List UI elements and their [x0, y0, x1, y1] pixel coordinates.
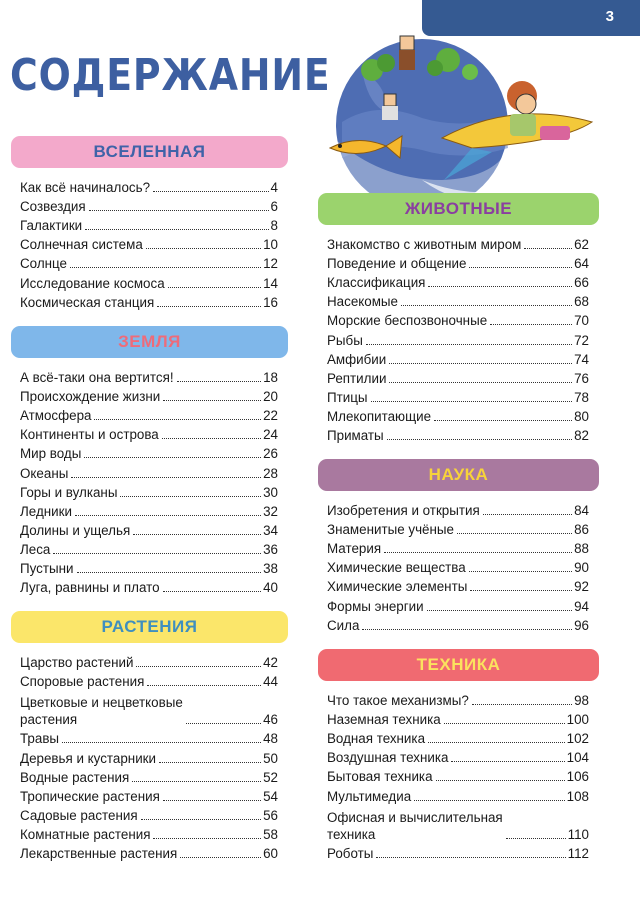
- contents-entry[interactable]: Садовые растения 56: [20, 807, 278, 823]
- section-heading-plants-label: РАСТЕНИЯ: [101, 617, 198, 636]
- contents-entry[interactable]: Птицы 78: [327, 389, 589, 405]
- contents-entry[interactable]: Деревья и кустарники 50: [20, 750, 278, 766]
- section-heading-earth-label: ЗЕМЛЯ: [118, 332, 181, 351]
- contents-entry[interactable]: Происхождение жизни 20: [20, 389, 278, 405]
- contents-entry[interactable]: Долины и ущелья 34: [20, 522, 278, 538]
- contents-entry[interactable]: Споровые растения 44: [20, 674, 278, 690]
- contents-entry[interactable]: Мир воды 26: [20, 446, 278, 462]
- contents-entry[interactable]: Химические элементы 92: [327, 579, 589, 595]
- contents-entry[interactable]: Роботы 112: [327, 845, 589, 861]
- contents-entry[interactable]: Солнечная система 10: [20, 237, 278, 253]
- contents-entry[interactable]: Цветковые и нецветковые растения 46: [20, 695, 278, 728]
- contents-entry[interactable]: Водная техника 102: [327, 731, 589, 747]
- contents-entry[interactable]: Космическая станция 16: [20, 294, 278, 310]
- section-heading-animals: [318, 193, 599, 225]
- contents-entry[interactable]: Знаменитые учёные 86: [327, 522, 589, 538]
- section-heading-science: [318, 459, 599, 491]
- contents-list-earth: [20, 367, 278, 596]
- contents-list-plants: [20, 652, 278, 862]
- page-number: 3: [605, 8, 614, 25]
- contents-entry[interactable]: Наземная техника 100: [327, 712, 589, 728]
- section-heading-technology: [318, 649, 599, 681]
- contents-entry[interactable]: Изобретения и открытия 84: [327, 503, 589, 519]
- contents-entry[interactable]: Ледники 32: [20, 503, 278, 519]
- contents-entry[interactable]: Травы 48: [20, 731, 278, 747]
- contents-entry[interactable]: Что такое механизмы? 98: [327, 693, 589, 709]
- contents-entry[interactable]: Царство растений 42: [20, 655, 278, 671]
- contents-entry[interactable]: Поведение и общение 64: [327, 256, 589, 272]
- contents-entry[interactable]: Луга, равнины и плато 40: [20, 580, 278, 596]
- contents-entry[interactable]: Знакомство с животным миром 62: [327, 237, 589, 253]
- contents-entry[interactable]: Сила 96: [327, 617, 589, 633]
- contents-entry[interactable]: Солнце 12: [20, 256, 278, 272]
- section-heading-science-label: НАУКА: [428, 465, 489, 484]
- contents-entry[interactable]: А всё-таки она вертится! 18: [20, 370, 278, 386]
- section-heading-plants: [11, 611, 288, 643]
- section-heading-earth: [11, 326, 288, 358]
- section-heading-universe: [11, 136, 288, 168]
- contents-entry[interactable]: Мультимедиа 108: [327, 788, 589, 804]
- contents-entry[interactable]: Исследование космоса 14: [20, 275, 278, 291]
- contents-list-universe: [20, 177, 278, 311]
- contents-entry[interactable]: Горы и вулканы 30: [20, 484, 278, 500]
- globe-illustration: [322, 30, 640, 210]
- contents-entry[interactable]: Созвездия 6: [20, 199, 278, 215]
- contents-entry[interactable]: Пустыни 38: [20, 561, 278, 577]
- page-title: СОДЕРЖАНИЕ: [10, 50, 331, 101]
- contents-entry[interactable]: Рептилии 76: [327, 370, 589, 386]
- section-heading-animals-label: ЖИВОТНЫЕ: [404, 199, 513, 218]
- contents-entry[interactable]: Континенты и острова 24: [20, 427, 278, 443]
- contents-entry[interactable]: Галактики 8: [20, 218, 278, 234]
- contents-entry[interactable]: Химические вещества 90: [327, 560, 589, 576]
- contents-entry[interactable]: Атмосфера 22: [20, 408, 278, 424]
- section-heading-technology-label: ТЕХНИКА: [416, 655, 501, 674]
- contents-entry[interactable]: Лекарственные растения 60: [20, 846, 278, 862]
- contents-entry[interactable]: Офисная и вычислительная техника 110: [327, 809, 589, 842]
- contents-entry[interactable]: Леса 36: [20, 541, 278, 557]
- section-heading-universe-label: ВСЕЛЕННАЯ: [93, 142, 206, 161]
- contents-entry[interactable]: Амфибии 74: [327, 351, 589, 367]
- contents-entry[interactable]: Формы энергии 94: [327, 598, 589, 614]
- contents-entry[interactable]: Воздушная техника 104: [327, 750, 589, 766]
- contents-entry[interactable]: Океаны 28: [20, 465, 278, 481]
- contents-entry[interactable]: Приматы 82: [327, 428, 589, 444]
- contents-entry[interactable]: Бытовая техника 106: [327, 769, 589, 785]
- contents-entry[interactable]: Рыбы 72: [327, 332, 589, 348]
- contents-list-technology: [327, 690, 589, 862]
- contents-entry[interactable]: Как всё начиналось? 4: [20, 180, 278, 196]
- contents-entry[interactable]: Насекомые 68: [327, 294, 589, 310]
- contents-list-science: [327, 500, 589, 634]
- contents-entry[interactable]: Водные растения 52: [20, 769, 278, 785]
- contents-entry[interactable]: Комнатные растения 58: [20, 826, 278, 842]
- contents-list-animals: [327, 234, 589, 444]
- contents-entry[interactable]: Материя 88: [327, 541, 589, 557]
- contents-entry[interactable]: Тропические растения 54: [20, 788, 278, 804]
- contents-entry[interactable]: Морские беспозвоночные 70: [327, 313, 589, 329]
- contents-entry[interactable]: Млекопитающие 80: [327, 408, 589, 424]
- contents-entry[interactable]: Классификация 66: [327, 275, 589, 291]
